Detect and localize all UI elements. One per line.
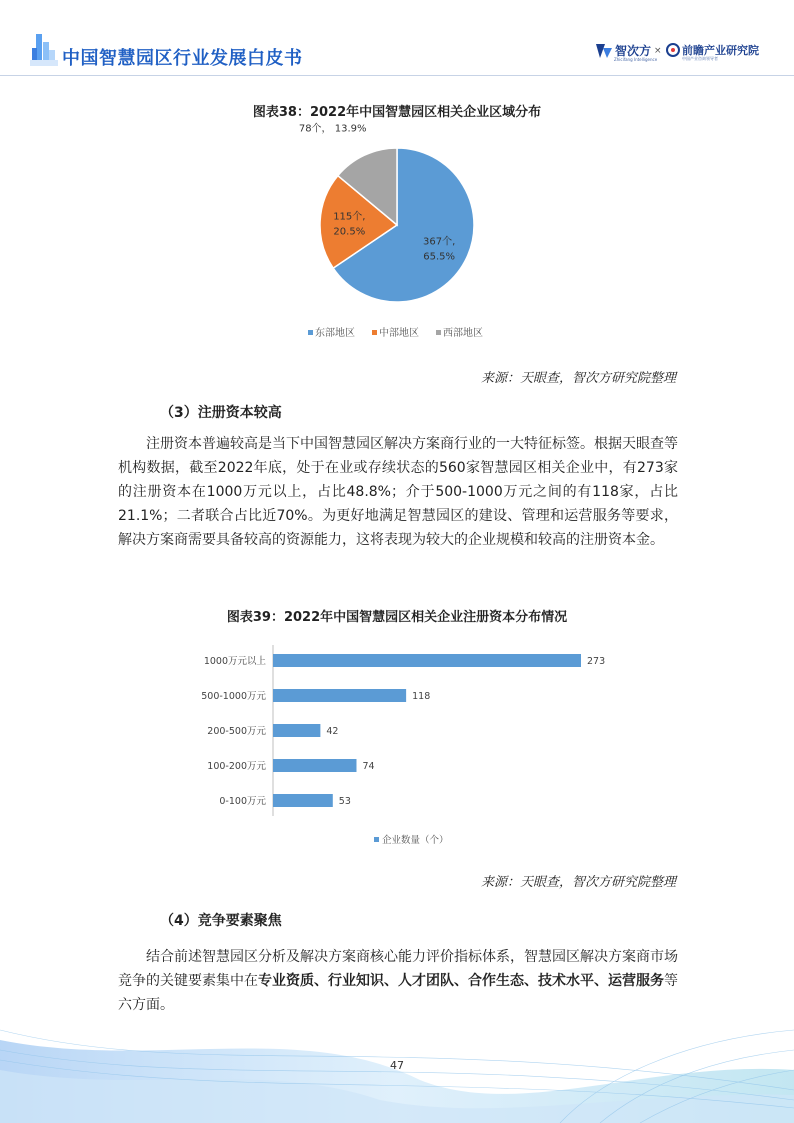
brand-left-name: 智次方 [615,44,652,58]
brand-separator: × [654,46,662,56]
section3-paragraph [118,432,678,552]
pie-percent-label-central: 20.5% [333,226,366,238]
bar-value-label: 42 [326,726,339,737]
figure39-source: 来源：天眼查，智次方研究院整理 [480,875,676,890]
page-header [0,0,794,76]
section4-text-after: 等六方面。 [118,973,678,1013]
page-number: 47 [390,1059,404,1072]
pie-label-west: 78个， 13.9% [298,123,367,135]
bar-category-label: 500-1000万元 [201,691,266,702]
bar [273,759,356,772]
section3-text: 注册资本普遍较高是当下中国智慧园区解决方案商行业的一大特征标签。根据天眼查等机构数据，截至2022年底，处于在业或存续状态的560家智慧园区相关企业中，有273家的注册资本在1000万元以上，占比48.8%；介于500-1000万元之间的有118家，占比21.1%；二者联合占比近70%。为更好地满足智慧园区的建设、管理和运营服务等要求，解决方案商需要具备较高的资源能力，这将表现为较大的企业规模和较高的注册资本金。 [118,436,678,548]
bar [273,654,581,667]
pie-legend-swatch-east [308,330,313,335]
bar-category-label: 1000万元以上 [203,656,266,667]
section4-text-before: 结合前述智慧园区分析及解决方案商核心能力评价指标体系，智慧园区解决方案商市场竞争的关键要素集中在 [118,949,678,989]
pie-legend-label-west: 西部地区 [443,328,483,339]
bar [273,689,406,702]
header-divider [0,75,794,76]
zhicifang-logo-icon [596,44,612,58]
bar-value-label: 53 [338,796,351,807]
brand-zhicifang [596,42,658,62]
section3-heading: （3）注册资本较高 [160,405,282,421]
figure39-bar-chart [170,640,650,855]
pie-legend-swatch-central [372,330,377,335]
pie-legend-label-central: 中部地区 [379,328,419,339]
bar-category-label: 200-500万元 [207,726,266,737]
bar-category-label: 0-100万元 [219,796,266,807]
bar-value-label: 118 [412,691,431,702]
brand-right-name: 前瞻产业研究院 [682,44,759,57]
brand-right-sub: 中国产业咨询领导者 [682,56,718,61]
bar-value-label: 74 [362,761,375,772]
bar-legend-swatch [374,837,379,842]
qianzhan-logo-icon [666,43,680,57]
figure38-title: 图表38：2022年中国智慧园区相关企业区域分布 [252,105,542,120]
brand-qianzhan [666,42,759,61]
pie-legend-swatch-west [436,330,441,335]
brand-left-sub: Zhicifang Intelligence [614,57,658,62]
pie-percent-label-east: 65.5% [423,251,456,263]
pie-count-label-east: 367个, [423,236,456,248]
bar [273,724,320,737]
figure38-pie-chart [250,123,550,355]
section4-text-bold: 专业资质、行业知识、人才团队、合作生态、技术水平、运营服务 [258,973,664,989]
building-blocks-icon [30,32,58,68]
pie-legend-label-east: 东部地区 [315,328,355,339]
bar [273,794,333,807]
bar-legend-label: 企业数量（个） [382,835,449,846]
pie-count-label-central: 115个, [333,211,366,223]
bar-category-label: 100-200万元 [207,761,266,772]
figure38-source: 来源：天眼查，智次方研究院整理 [480,371,676,386]
section4-heading: （4）竞争要素聚焦 [160,913,282,929]
bar-value-label: 273 [587,656,606,667]
figure39-title: 图表39：2022年中国智慧园区相关企业注册资本分布情况 [226,610,568,625]
header-title: 中国智慧园区行业发展白皮书 [62,48,303,69]
